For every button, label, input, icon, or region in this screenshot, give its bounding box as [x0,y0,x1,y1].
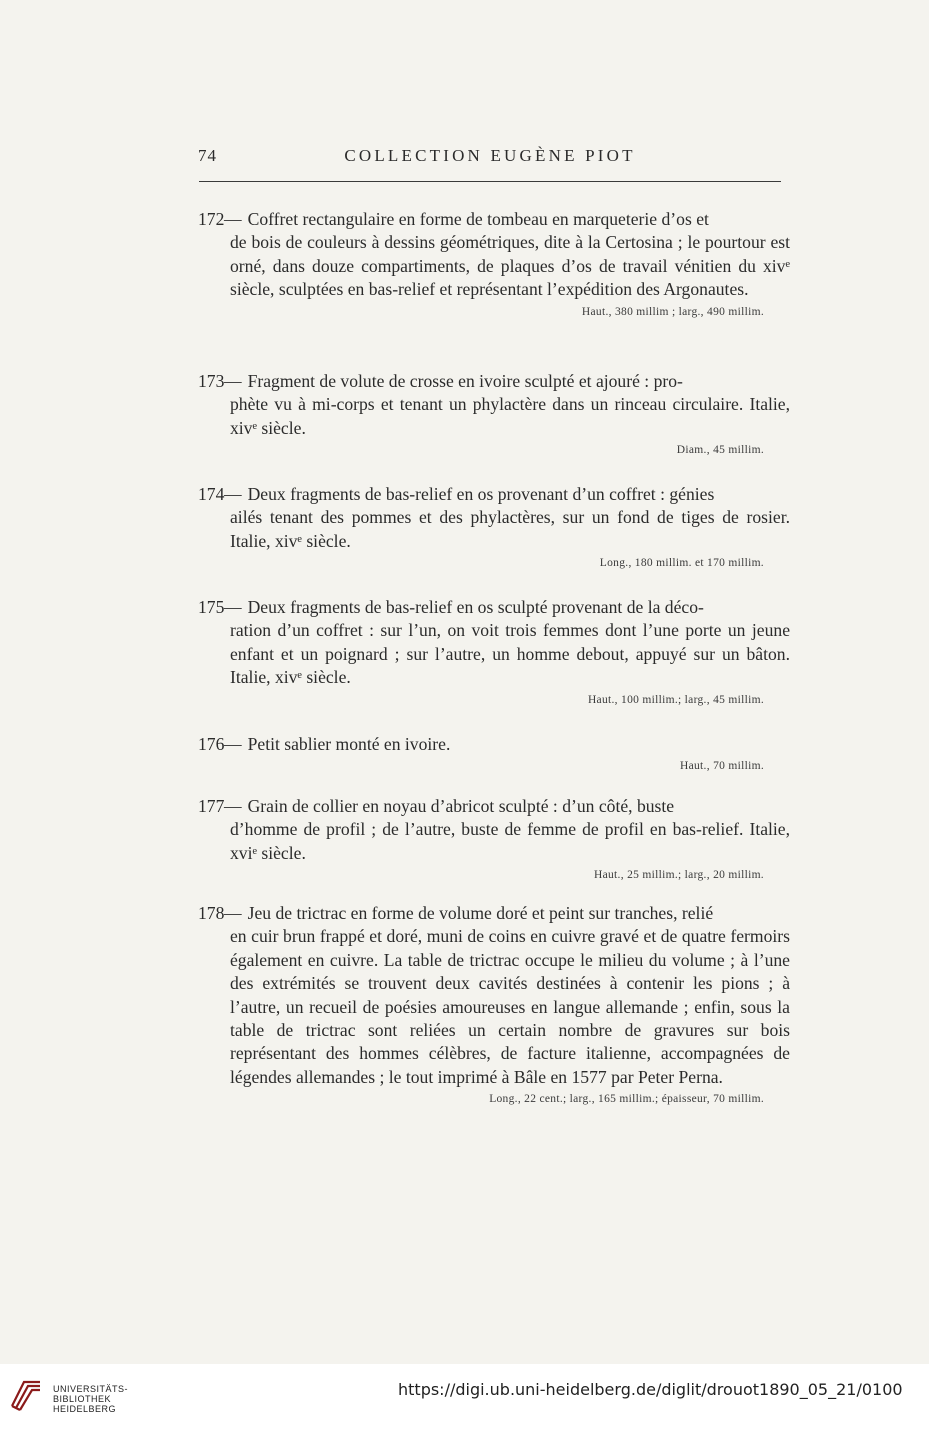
entry-first-line: Fragment de volute de crosse en ivoire sculpté et ajouré : pro- [247,371,683,391]
catalog-entry-178 [198,902,790,1105]
entry-text: 172— Coffret rectangulaire en forme de tombeau en marqueterie d’os et de bois de couleurs à dessins géométriques, dite à la Certosina ; le pourtour est orné, dans douze compartiments, de plaques d’os de travail vénitien du xivᵉ siècle, sculptées en bas-relief et représentant l’expédition des Argonautes. [198,208,790,302]
entry-dimensions: Long., 22 cent.; larg., 165 millim.; épaisseur, 70 millim. [489,1093,764,1106]
library-name-line: HEIDELBERG [53,1404,117,1414]
entry-first-line: Petit sablier monté en ivoire. [247,734,451,754]
entry-text: 173— Fragment de volute de crosse en ivoire sculpté et ajouré : pro- phète vu à mi-corps et tenant un phylactère dans un rinceau circulaire. Italie, xivᵉ siècle. [198,370,790,440]
entry-first-line: Grain de collier en noyau d’abricot sculpté : d’un côté, buste [247,796,675,816]
entry-text: 176— Petit sablier monté en ivoire. [198,733,790,756]
catalog-entry-172 [198,208,790,318]
entry-text: 175— Deux fragments de bas-relief en os sculpté provenant de la déco- ration d’un coffret : sur l’un, on voit trois femmes dont l’une porte un jeune enfant et un poignard ; sur l’autre, un homme debout, appuyé sur un bâton. Italie, xivᵉ siècle. [198,596,790,690]
library-name-line: BIBLIOTHEK [53,1394,112,1404]
catalog-entry-176 [198,733,790,772]
library-name-line: UNIVERSITÄTS- [53,1384,129,1394]
header-rule [199,181,781,182]
entry-text: 178— Jeu de trictrac en forme de volume doré et peint sur tranches, relié en cuir brun frappé et doré, muni de coins en cuivre gravé et de quatre fermoirs également en cuivre. La table de trictrac occupe le milieu du volume ; à l’une des extrémités se trouvent deux cavités destinées à contenir les pions ; à l’autre, un recueil de poésies amoureuses en langue allemande ; enfin, sous la table de trictrac sont reliées un certain nombre de gravures sur bois représentant des hommes célèbres, de facture italienne, accompagnées de légendes allemandes ; le tout imprimé à Bâle en 1577 par Peter Perna. [198,902,790,1089]
university-library-logo-icon [10,1376,42,1414]
entry-number: 178 [198,903,225,923]
entry-first-line: Deux fragments de bas-relief en os sculpté provenant de la déco- [247,597,704,617]
source-url-link[interactable]: https://digi.ub.uni-heidelberg.de/diglit/drouot1890_05_21/0100 [398,1380,903,1399]
entry-number: 173 [198,371,225,391]
entry-number: 176 [198,734,225,754]
entry-dimensions: Diam., 45 millim. [676,444,764,457]
entry-continuation: de bois de couleurs à dessins géométriques, dite à la Certosina ; le pourtour est orné, dans douze compartiments, de plaques d’os de travail vénitien du xivᵉ siècle, sculptées en bas-relief et représentant l’expédition des Argonautes. [230,232,790,300]
entry-continuation: ration d’un coffret : sur l’un, on voit trois femmes dont l’une porte un jeune enfant et un poignard ; sur l’autre, un homme debout, appuyé sur un bâton. Italie, xivᵉ siècle. [230,620,790,688]
library-name [53,1384,128,1414]
entry-number: 175 [198,597,225,617]
entry-dimensions: Haut., 100 millim.; larg., 45 millim. [587,693,764,706]
viewer-footer [0,1364,929,1436]
entry-number: 174 [198,484,225,504]
entry-continuation: phète vu à mi-corps et tenant un phylactère dans un rinceau circulaire. Italie, xivᵉ siècle. [230,394,790,438]
entry-continuation: en cuir brun frappé et doré, muni de coins en cuivre gravé et de quatre fermoirs également en cuivre. La table de trictrac occupe le milieu du volume ; à l’une des extrémités se trouvent deux cavités destinées à contenir les pions ; à l’autre, un recueil de poésies amoureuses en langue allemande ; enfin, sous la table de trictrac sont reliées un certain nombre de gravures sur bois représentant des hommes célèbres, de facture italienne, accompagnées de légendes allemandes ; le tout imprimé à Bâle en 1577 par Peter Perna. [230,926,790,1087]
entry-continuation: ailés tenant des pommes et des phylactères, sur un fond de tiges de rosier. Italie, xivᵉ siècle. [230,507,790,551]
entry-first-line: Jeu de trictrac en forme de volume doré et peint sur tranches, relié [247,903,714,923]
catalog-entry-175 [198,596,790,706]
running-title: COLLECTION EUGÈNE PIOT [344,146,636,165]
entry-dimensions: Haut., 70 millim. [680,760,764,773]
entry-first-line: Coffret rectangulaire en forme de tombeau en marqueterie d’os et [247,209,709,229]
catalog-entry-173 [198,370,790,456]
entry-dimensions: Long., 180 millim. et 170 millim. [599,557,764,570]
entry-dimensions: Haut., 25 millim.; larg., 20 millim. [594,869,764,882]
catalog-entry-174 [198,483,790,569]
entry-dimensions: Haut., 380 millim ; larg., 490 millim. [581,305,764,318]
page-number: 74 [198,146,217,165]
entry-text: 177— Grain de collier en noyau d’abricot sculpté : d’un côté, buste d’homme de profil ; de l’autre, buste de femme de profil en bas-relief. Italie, xviᵉ siècle. [198,795,790,865]
entry-first-line: Deux fragments de bas-relief en os provenant d’un coffret : génies [247,484,715,504]
entry-continuation: d’homme de profil ; de l’autre, buste de femme de profil en bas-relief. Italie, xviᵉ siècle. [230,819,790,863]
entry-number: 177 [198,796,225,816]
entry-text: 174— Deux fragments de bas-relief en os provenant d’un coffret : génies ailés tenant des pommes et des phylactères, sur un fond de tiges de rosier. Italie, xivᵉ siècle. [198,483,790,553]
entry-number: 172 [198,209,225,229]
catalog-entry-177 [198,795,790,881]
